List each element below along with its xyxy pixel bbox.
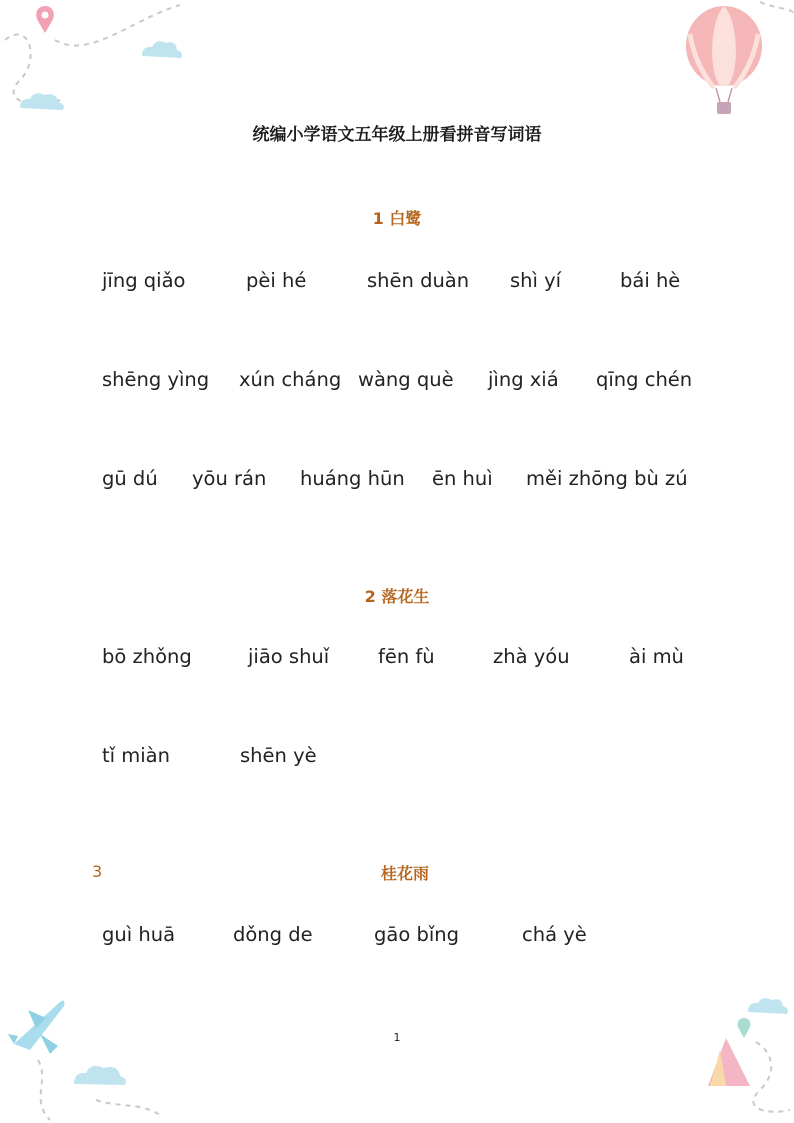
pinyin-word: ài mù [629, 645, 684, 668]
pinyin-word: shēng yìng [102, 368, 210, 391]
cloud-icon [74, 1066, 126, 1085]
pinyin-word: gū dú [102, 467, 158, 490]
lesson-2-heading: 2 落花生 [364, 587, 430, 606]
pinyin-word: yōu rán [192, 467, 267, 490]
pinyin-word: huáng hūn [300, 467, 405, 490]
pinyin-word: jīng qiǎo [102, 269, 186, 292]
page-number: 1 [393, 1031, 401, 1044]
pinyin-word: wàng què [358, 368, 454, 391]
pinyin-word: bō zhǒng [102, 645, 192, 668]
pinyin-word: jiāo shuǐ [248, 645, 330, 668]
pinyin-word: zhà yóu [493, 645, 570, 668]
lesson-3-number: 3 [92, 862, 103, 881]
page-title: 统编小学语文五年级上册看拼音写词语 [252, 125, 542, 145]
pinyin-word: tǐ miàn [102, 744, 170, 767]
pinyin-word: pèi hé [246, 269, 307, 292]
pinyin-word: dǒng de [233, 923, 313, 946]
lesson-3-heading: 桂花雨 [380, 864, 429, 883]
pinyin-word: shēn duàn [367, 269, 470, 292]
pinyin-word: shēn yè [240, 744, 317, 767]
map-pin-icon [36, 6, 54, 33]
pinyin-word: guì huā [102, 923, 176, 946]
airplane-icon [8, 1001, 65, 1054]
pinyin-word: ēn huì [432, 467, 493, 490]
pinyin-word: xún cháng [239, 368, 342, 391]
cloud-icon [20, 41, 182, 110]
sailboat-icon [708, 1038, 750, 1086]
pinyin-word: měi zhōng bù zú [526, 467, 688, 490]
cloud-icon [748, 998, 788, 1014]
top-left-decoration [0, 0, 200, 120]
pinyin-word: gāo bǐng [374, 923, 459, 946]
pinyin-word: chá yè [522, 923, 587, 946]
lesson-1-heading: 1 白鹭 [372, 209, 422, 228]
bottom-left-decoration [0, 990, 170, 1123]
pinyin-word: qīng chén [596, 368, 693, 391]
pinyin-word: fēn fù [378, 645, 435, 668]
pinyin-word: bái hè [620, 269, 681, 292]
bottom-right-decoration [690, 990, 794, 1123]
hot-air-balloon-icon [680, 0, 794, 130]
pinyin-word: jìng xiá [488, 368, 559, 391]
pinyin-word: shì yí [510, 269, 562, 292]
